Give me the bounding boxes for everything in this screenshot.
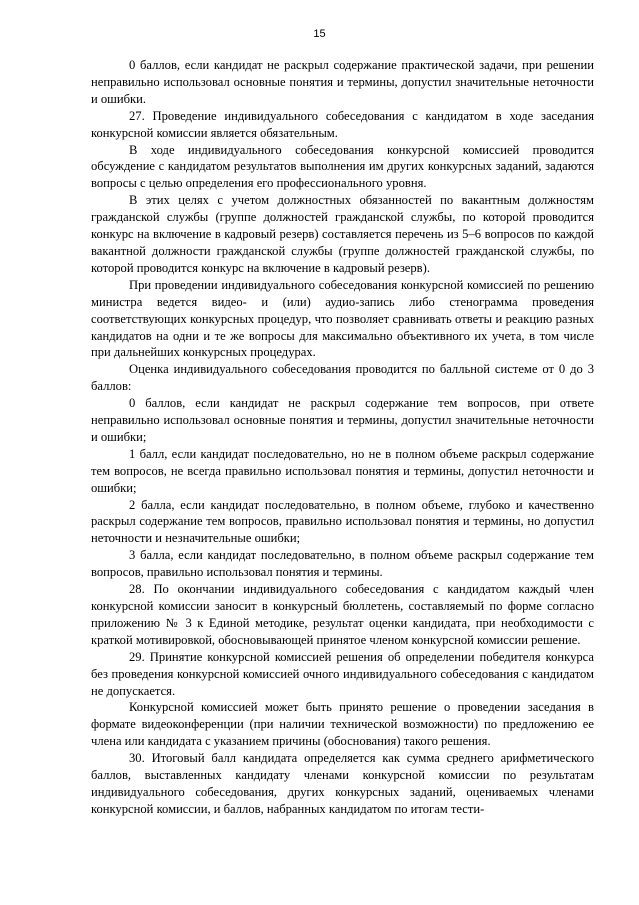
paragraph: 2 балла, если кандидат последовательно, в полном объеме, глубоко и качественно раскрыл содержание тем вопросов, правильно использовал понятия и термины, но допустил неточности и незначительные ошибки;	[91, 497, 594, 546]
paragraph: При проведении индивидуального собеседования конкурсной комиссией по решению министра ведется видео- и (или) аудио-запись либо стенограмма проведения соответствующих конкурсных процедур, что позволяет сравнивать ответы и реакцию разных кандидатов на одни и те же вопросы для максимально объективного их учета, в том числе при дальнейших конкурсных процедурах.	[91, 277, 594, 360]
paragraph: В ходе индивидуального собеседования конкурсной комиссией проводится обсуждение с кандидатом результатов выполнения им других конкурсных заданий, задаются вопросы с целью определения его профессионального уровня.	[91, 142, 594, 191]
paragraph: 3 балла, если кандидат последовательно, в полном объеме раскрыл содержание тем вопросов, правильно использовал понятия и термины.	[91, 548, 594, 580]
paragraph: Оценка индивидуального собеседования проводится по балльной системе от 0 до 3 баллов:	[91, 362, 594, 394]
paragraph: Конкурсной комиссией может быть принято решение о проведении заседания в формате видеоконференции (при наличии технической возможности) по предложению ее члена или кандидата с указанием причины (обоснования) такого решения.	[91, 700, 594, 749]
paragraph: 29. Принятие конкурсной комиссией решения об определении победителя конкурса без проведения конкурсной комиссией очного индивидуального собеседования с кандидатом не допускается.	[91, 649, 594, 698]
paragraph: В этих целях с учетом должностных обязанностей по вакантным должностям гражданской службы (группе должностей гражданской службы, по которой проводится конкурс на включение в кадровый резерв) составляется перечень из 5–6 вопросов по каждой вакантной должности гражданской службы (группе должностей гражданской службы, по которой проводится конкурс на включение в кадровый резерв).	[91, 193, 594, 275]
paragraph: 28. По окончании индивидуального собеседования с кандидатом каждый член конкурсной комиссии заносит в конкурсный бюллетень, составляемый по форме согласно приложению № 3 к Единой методике, результат оценки кандидата, при необходимости с краткой мотивировкой, обосновывающей принятое членом конкурсной комиссии решение.	[91, 582, 594, 647]
page-number: 15	[313, 28, 326, 40]
paragraph: 30. Итоговый балл кандидата определяется как сумма среднего арифметического баллов, выставленных кандидату членами конкурсной комиссии по результатам индивидуального собеседования, других конкурсных заданий, оцениваемых членами конкурсной комиссии, и баллов, набранных кандидатом по итогам тести-	[91, 751, 594, 816]
paragraph: 0 баллов, если кандидат не раскрыл содержание практической задачи, при решении неправильно использовал основные понятия и термины, допустил значительные неточности и ошибки.	[91, 58, 594, 106]
page-body	[91, 57, 594, 818]
paragraph: 27. Проведение индивидуального собеседования с кандидатом в ходе заседания конкурсной комиссии является обязательным.	[91, 108, 594, 140]
paragraph: 0 баллов, если кандидат не раскрыл содержание тем вопросов, при ответе неправильно использовал основные понятия и термины, допустил значительные неточности и ошибки;	[91, 396, 594, 444]
paragraph: 1 балл, если кандидат последовательно, но не в полном объеме раскрыл содержание тем вопросов, не всегда правильно использовал понятия и термины, допустил неточности и ошибки;	[91, 446, 594, 495]
